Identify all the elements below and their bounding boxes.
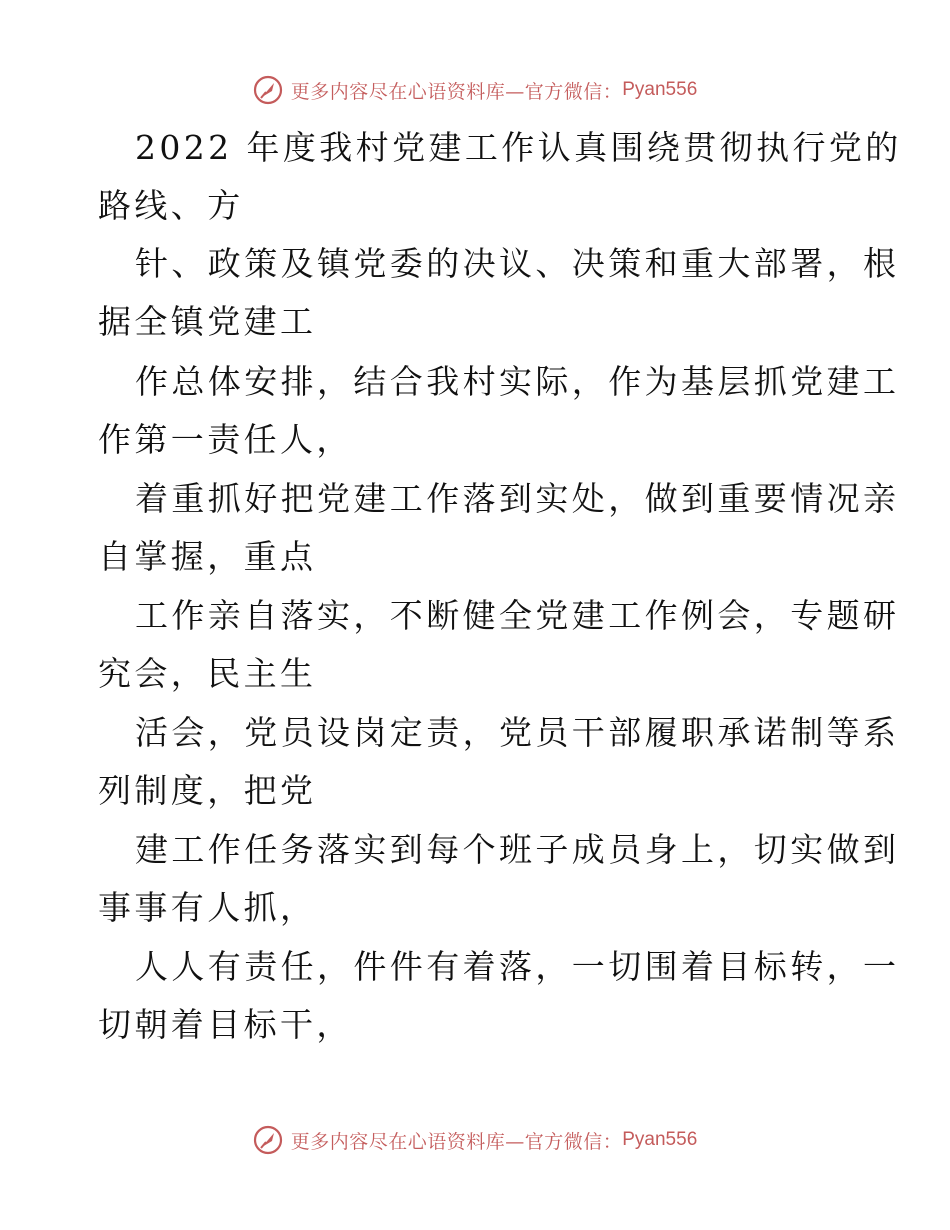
footer-watermark xyxy=(0,1120,950,1160)
watermark-text: 更多内容尽在心语资料库—官方微信： xyxy=(290,80,623,103)
paragraph-line: 列制度，把党 xyxy=(98,771,317,810)
paragraph-line: 活会，党员设岗定责，党员干部履职承诺制等系 xyxy=(135,713,900,752)
paragraph-line: 着重抓好把党建工作落到实处，做到重要情况亲 xyxy=(135,479,900,518)
feather-pen-logo-icon xyxy=(253,75,283,105)
paragraph-line: 作总体安排，结合我村实际，作为基层抓党建工 xyxy=(135,362,900,401)
paragraph-line: 建工作任务落实到每个班子成员身上，切实做到 xyxy=(135,830,900,869)
paragraph-line: 事事有人抓， xyxy=(98,888,317,927)
paragraph-line: 作第一责任人， xyxy=(98,420,353,459)
feather-pen-logo-icon xyxy=(253,1125,283,1155)
paragraph-line: 针、政策及镇党委的决议、决策和重大部署，根 xyxy=(135,244,900,283)
watermark-text: 更多内容尽在心语资料库—官方微信： xyxy=(290,1130,623,1153)
paragraph-line: 工作亲自落实，不断健全党建工作例会，专题研 xyxy=(135,596,900,635)
header-watermark xyxy=(0,70,950,110)
paragraph-line: 人人有责任，件件有着落，一切围着目标转，一 xyxy=(135,947,900,986)
paragraph-line: 切朝着目标干， xyxy=(98,1005,353,1044)
paragraph-line: 究会，民主生 xyxy=(98,654,317,693)
paragraph-line: 2022 年度我村党建工作认真围绕贯彻执行党的 xyxy=(135,128,902,167)
watermark-handle: Pyan556 xyxy=(622,79,698,100)
watermark-handle: Pyan556 xyxy=(622,1129,698,1150)
paragraph-line: 路线、方 xyxy=(98,186,244,225)
paragraph-line: 据全镇党建工 xyxy=(98,302,317,341)
paragraph-line: 自掌握，重点 xyxy=(98,537,317,576)
